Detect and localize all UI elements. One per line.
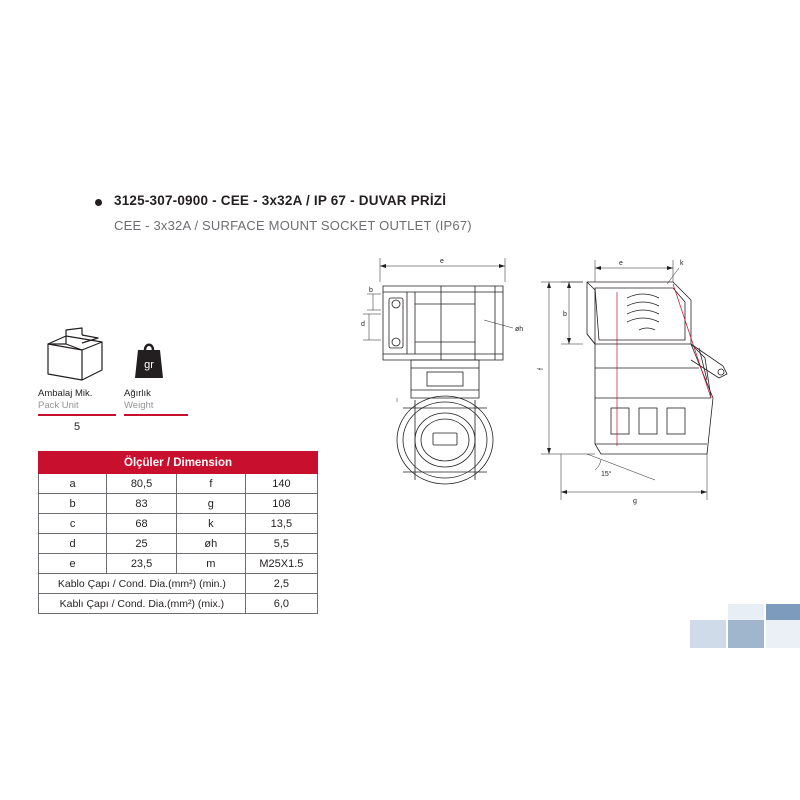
cell-key: øh [176, 534, 245, 554]
weight-label-en: Weight [124, 399, 154, 411]
pack-label-en: Pack Unit [38, 399, 79, 411]
cell-value: 5,5 [245, 534, 317, 554]
cell-value: 6,0 [245, 594, 317, 614]
svg-text:g: g [633, 498, 637, 505]
svg-text:e: e [440, 258, 444, 265]
carton-box-icon [42, 326, 108, 382]
table-header-title: Ölçüler / Dimension [39, 452, 318, 474]
svg-text:e: e [619, 260, 623, 267]
cell-value: 23,5 [107, 554, 177, 574]
pack-label-tr: Ambalaj Mik. [38, 388, 93, 399]
technical-drawings [355, 248, 785, 578]
table-row [39, 534, 318, 554]
cell-label: Kablo Çapı / Cond. Dia.(mm²) (min.) [39, 574, 246, 594]
cell-value: 80,5 [107, 474, 177, 494]
svg-text:b: b [369, 287, 373, 294]
table-row [39, 594, 318, 614]
pack-unit-label [38, 388, 124, 435]
cell-value: 83 [107, 494, 177, 514]
table-row [39, 554, 318, 574]
table-row [39, 494, 318, 514]
product-title-block [95, 193, 655, 233]
svg-text:15°: 15° [601, 471, 612, 478]
deco-block-1 [690, 620, 726, 648]
svg-text:b: b [563, 311, 567, 318]
cell-key: e [39, 554, 107, 574]
cell-key: g [176, 494, 245, 514]
dimension-table [38, 451, 318, 614]
cell-key: c [39, 514, 107, 534]
table-row [39, 474, 318, 494]
deco-block-3 [728, 620, 764, 648]
deco-block-4 [766, 604, 800, 620]
weight-label [124, 388, 204, 435]
pack-weight-block [38, 320, 218, 435]
svg-text:øh: øh [515, 326, 524, 333]
cell-label: Kablı Çapı / Cond. Dia.(mm²) (mix.) [39, 594, 246, 614]
svg-text:k: k [680, 260, 684, 267]
page-subtitle: CEE - 3x32A / SURFACE MOUNT SOCKET OUTLET (IP67) [114, 217, 472, 233]
bullet-icon [95, 199, 102, 206]
table-row [39, 574, 318, 594]
cell-value: 108 [245, 494, 317, 514]
cell-key: m [176, 554, 245, 574]
cell-value: 140 [245, 474, 317, 494]
labels-row [38, 388, 218, 435]
cell-value: 68 [107, 514, 177, 534]
cell-key: b [39, 494, 107, 514]
svg-text:gr: gr [144, 359, 154, 371]
cell-value: M25X1.5 [245, 554, 317, 574]
title-row [95, 193, 655, 210]
weight-label-tr: Ağırlık [124, 388, 151, 399]
table-body [39, 474, 318, 614]
cell-value: 25 [107, 534, 177, 554]
weight-underline [124, 414, 188, 416]
weight-gr-icon [134, 334, 164, 380]
corner-decoration [690, 604, 800, 648]
page-title: 3125-307-0900 - CEE - 3x32A / IP 67 - DUVAR PRİZİ [114, 193, 447, 208]
cell-key: d [39, 534, 107, 554]
icon-row [38, 320, 218, 382]
table-row [39, 514, 318, 534]
pack-unit-value: 5 [73, 420, 81, 433]
svg-text:f: f [538, 368, 545, 370]
cell-key: a [39, 474, 107, 494]
cell-value: 13,5 [245, 514, 317, 534]
pack-underline [38, 414, 116, 416]
cell-key: k [176, 514, 245, 534]
table-header-row [39, 452, 318, 474]
cell-value: 2,5 [245, 574, 317, 594]
deco-block-2 [728, 604, 764, 620]
cell-key: f [176, 474, 245, 494]
svg-text:d: d [361, 321, 365, 328]
deco-block-5 [766, 620, 800, 648]
